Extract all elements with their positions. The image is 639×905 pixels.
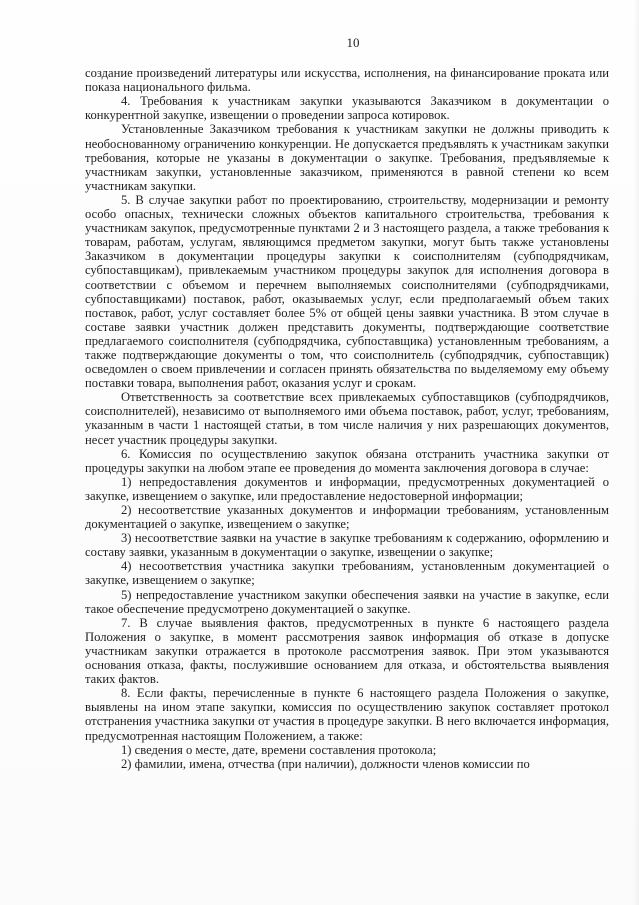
page-number: 10 — [346, 35, 360, 50]
paragraph: 6. Комиссия по осуществлению закупок обязана отстранить участника закупки от процедуры закупки на любом этапе ее проведения до момента заключения договора в случае: — [85, 446, 609, 475]
paragraph: 1) непредоставления документов и информации, предусмотренных документацией о закупке, извещением о закупке, или предоставление недостоверной информации; — [85, 474, 609, 503]
paragraph: 2) несоответствие указанных документов и информации требованиям, установленным документацией о закупке, извещением о закупке; — [85, 503, 609, 532]
paragraph: 5) непредоставление участником закупки обеспечения заявки на участие в закупке, если такое обеспечение предусмотрено документацией о закупке. — [85, 587, 609, 616]
document-body — [85, 66, 609, 771]
paragraph: создание произведений литературы или искусства, исполнения, на финансирование проката или показа национального фильма. — [85, 66, 609, 95]
paragraph: 2) фамилии, имена, отчества (при наличии), должности членов комиссии по — [121, 756, 530, 771]
paragraph: 8. Если факты, перечисленные в пункте 6 настоящего раздела Положения о закупке, выявлены на ином этапе закупки, комиссия по осуществлению закупок составляет протокол отстранения участника закупки от участия в процедуре закупки. В него включается информация, предусмотренная настоящим Положением, а также: — [85, 686, 609, 743]
paragraph: 7. В случае выявления фактов, предусмотренных в пункте 6 настоящего раздела Положения о закупке, в момент рассмотрения заявок информация об отказе в допуске участникам закупки отражается в протоколе рассмотрения заявок. При этом указываются основания отказа, факты, послужившие основанием для отказа, и обстоятельства выявления таких фактов. — [85, 615, 609, 687]
paragraph: 5. В случае закупки работ по проектированию, строительству, модернизации и ремонту особо опасных, технически сложных объектов капитального строительства, требования к участникам закупок, предусмотренные пунктами 2 и 3 настоящего раздела, а также требования к товарам, работам, услугам, являющимся предметом закупки, могут быть также установлены Заказчиком в документации процедуры закупки к соисполнителям (субподрядчикам, субпоставщикам), привлекаемым участником процедуры закупок для исполнения договора в соответствии с объемом и перечнем выполняемых соисполнителями (субподрядчиками, субпоставщиками) поставок, работ, оказываемых услуг, если предполагаемый объем таких поставок, работ, услуг составляет более 5% от общей цены заявки участника. В этом случае в составе заявки участник должен представить документы, подтверждающие соответствие предлагаемого соисполнителя (субподрядчика, субпоставщика) установленным требованиям, а также подтверждающие документы о том, что соисполнитель (субподрядчик, субпоставщик) осведомлен о своем привлечении и согласен принять обязательства по выделяемому ему объему поставки товара, выполнения работ, оказания услуг и срокам. — [85, 192, 609, 391]
scan-edge-shading — [633, 0, 639, 905]
paragraph: 4. Требования к участникам закупки указываются Заказчиком в документации о конкурентной закупке, извещении о проведении запроса котировок. — [85, 94, 609, 123]
paragraph: 4) несоответствия участника закупки требованиям, установленным документацией о закупке, извещением о закупке; — [85, 559, 609, 588]
paragraph: 1) сведения о месте, дате, времени составления протокола; — [121, 742, 437, 757]
paragraph: Установленные Заказчиком требования к участникам закупки не должны приводить к необоснованному ограничению конкуренции. Не допускается предъявлять к участникам закупки требования, которые не указаны в документации о закупке. Требования, предъявляемые к участникам закупки, установленные заказчиком, применяются в равной степени ко всем участникам закупки. — [85, 122, 609, 193]
paragraph: 3) несоответствие заявки на участие в закупке требованиям к содержанию, оформлению и составу заявки, указанным в документации о закупке, извещении о закупке; — [85, 531, 609, 560]
paragraph: Ответственность за соответствие всех привлекаемых субпоставщиков (субподрядчиков, соисполнителей), независимо от выполняемого ими объема поставок, работ, услуг, требованиям, указанным в части 1 настоящей статьи, в том числе наличия у них разрешающих документов, несет участник процедуры закупки. — [85, 390, 609, 447]
